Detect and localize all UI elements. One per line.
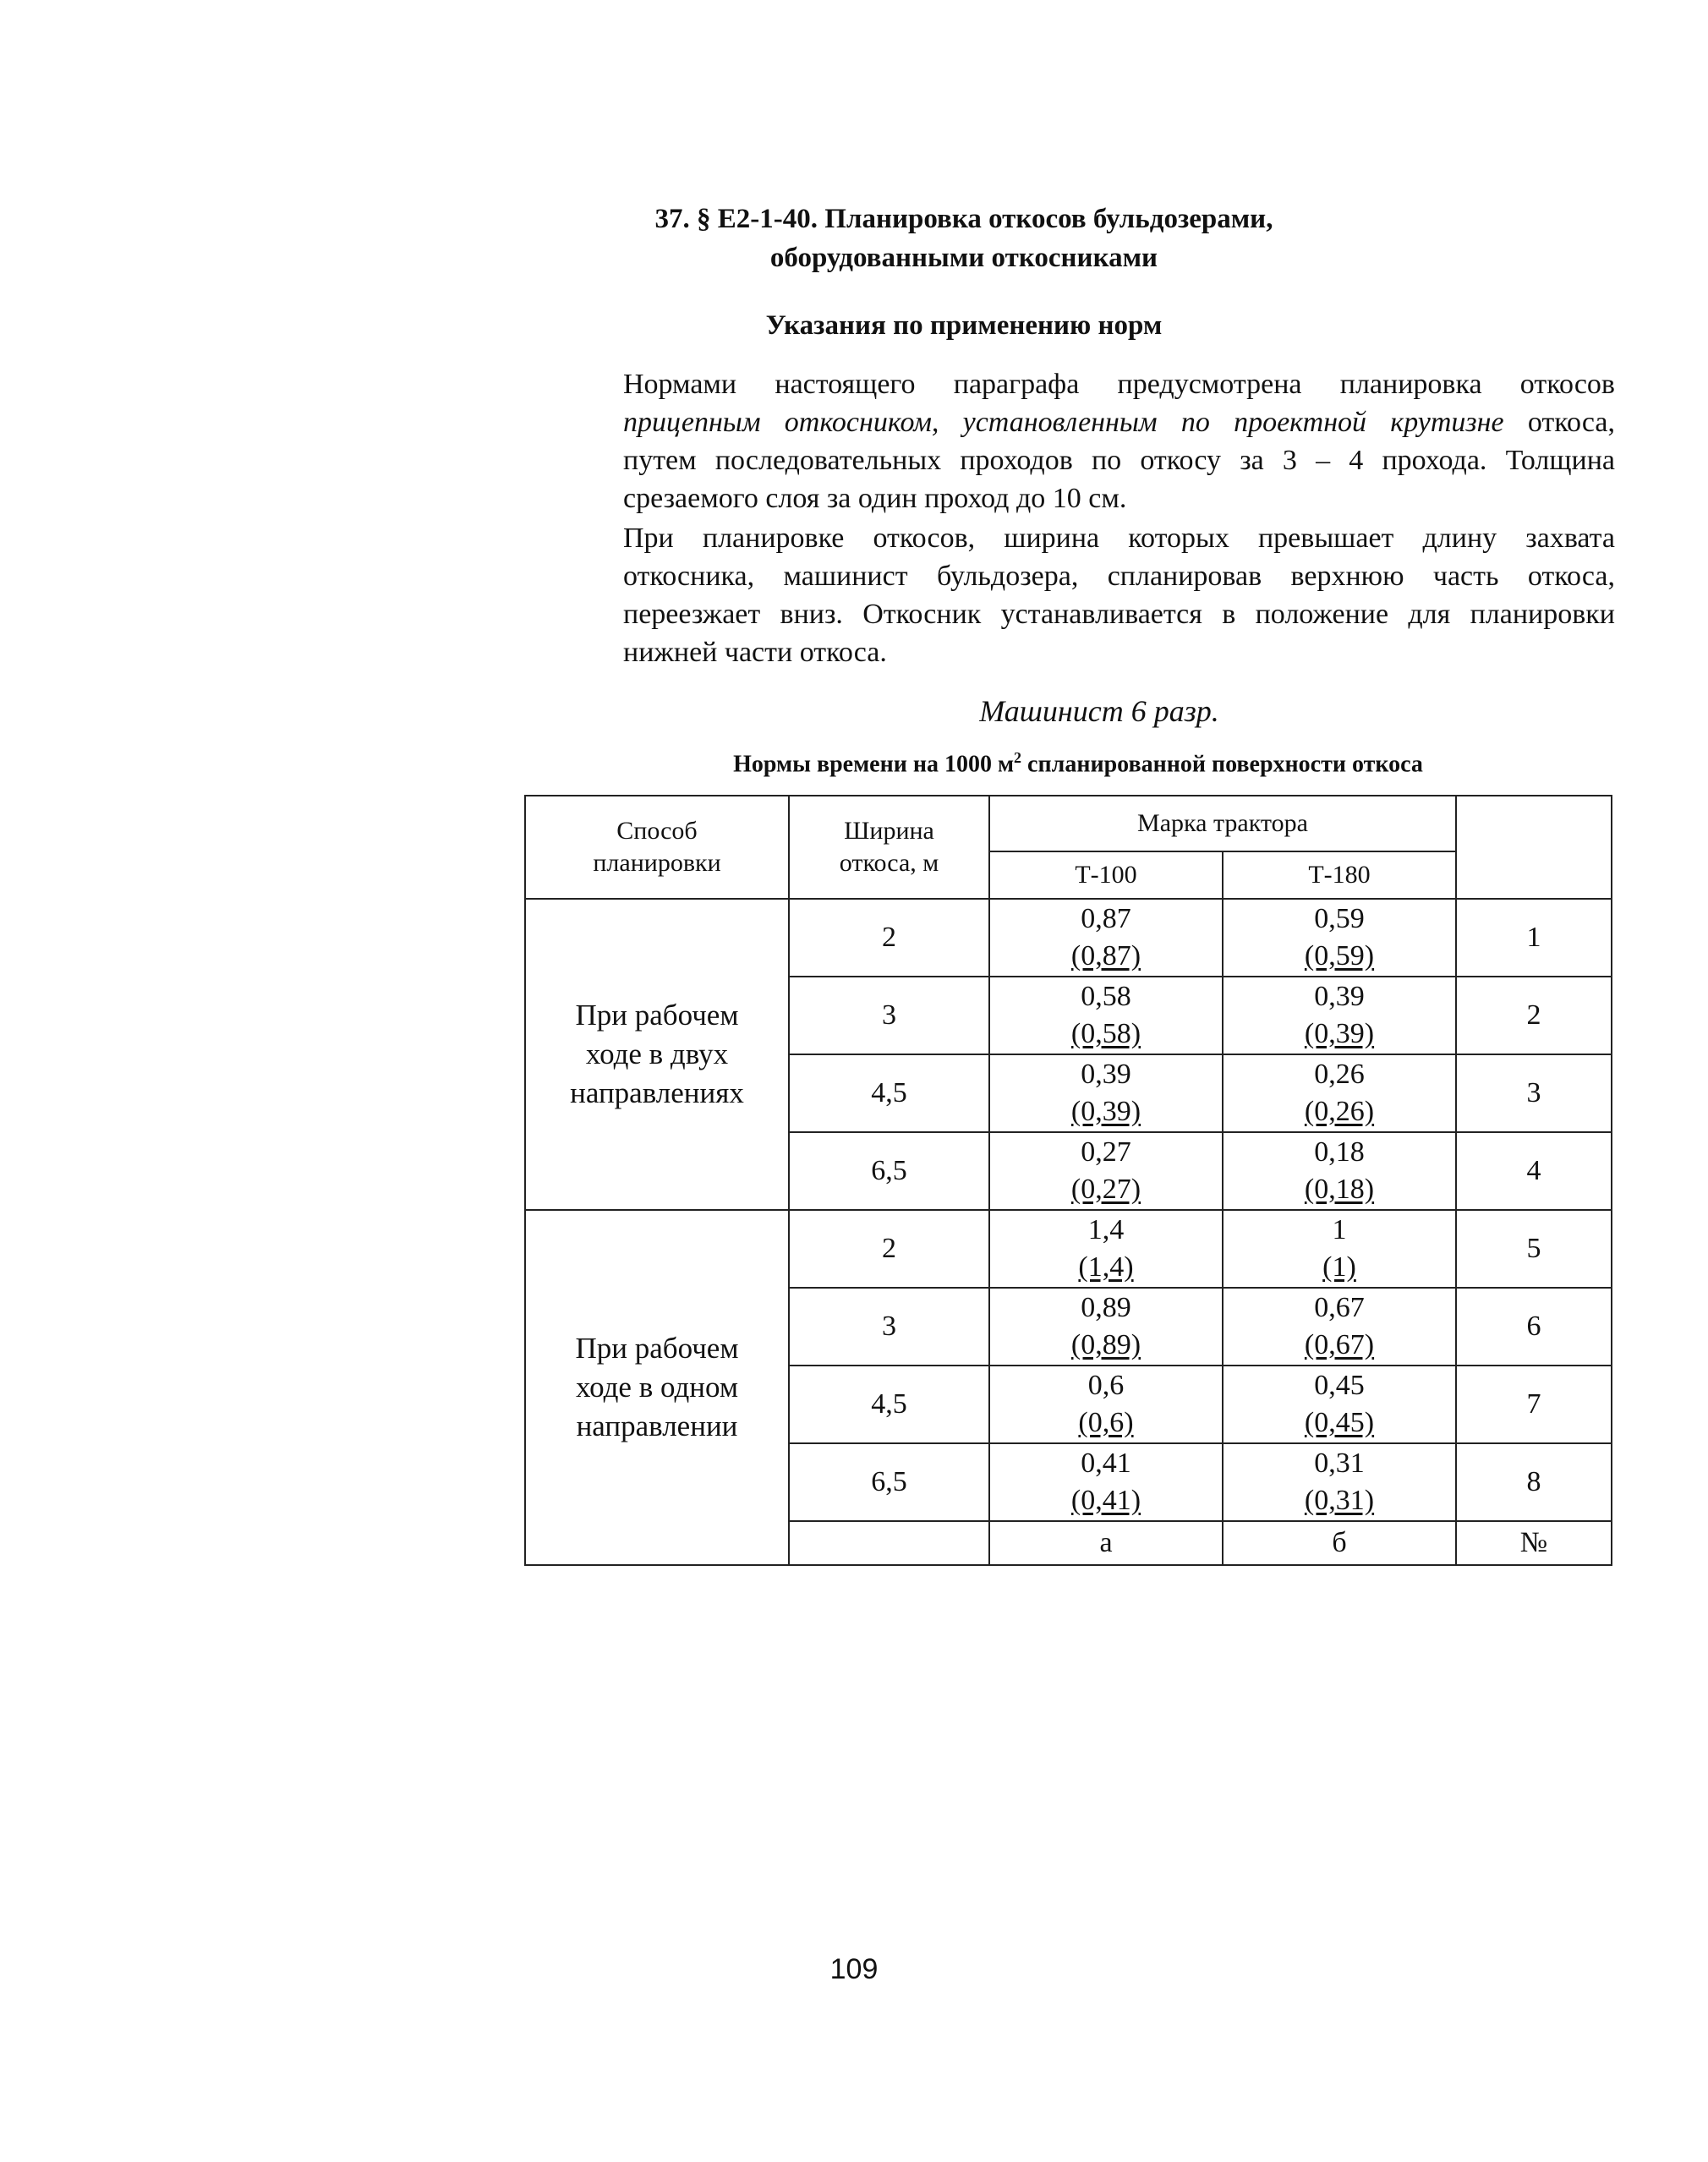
header-t100: Т-100: [989, 851, 1223, 899]
t100-cell: 0,87 (0,87): [989, 899, 1223, 977]
section-title-line1: 37. § Е2-1-40. Планировка откосов бульдозерами,: [654, 204, 1273, 234]
width-cell: 3: [789, 977, 989, 1054]
header-method: Способ планировки: [525, 796, 789, 899]
row-number-cell: 7: [1456, 1366, 1612, 1443]
method-group-cell: При рабочем ходе в двух направлениях: [525, 899, 789, 1210]
footer-b: б: [1223, 1521, 1456, 1565]
paragraph-2-line1: При планировке откосов, ширина которых превышает длину захвата: [623, 523, 1615, 554]
norms-table: [524, 795, 1612, 1566]
t100-cell: 0,41 (0,41): [989, 1443, 1223, 1521]
table-row: [525, 1210, 1612, 1288]
row-number-cell: 8: [1456, 1443, 1612, 1521]
row-number-cell: 6: [1456, 1288, 1612, 1366]
header-t180: Т-180: [1223, 851, 1456, 899]
row-number-cell: 1: [1456, 899, 1612, 977]
t100-cell: 0,58 (0,58): [989, 977, 1223, 1054]
width-cell: 4,5: [789, 1054, 989, 1132]
footer-blank: [789, 1521, 989, 1565]
width-cell: 4,5: [789, 1366, 989, 1443]
row-number-cell: 2: [1456, 977, 1612, 1054]
t100-cell: 0,89 (0,89): [989, 1288, 1223, 1366]
width-cell: 2: [789, 1210, 989, 1288]
footer-a: а: [989, 1521, 1223, 1565]
t100-cell: 0,27 (0,27): [989, 1132, 1223, 1210]
t180-cell: 0,67 (0,67): [1223, 1288, 1456, 1366]
page-number: 109: [829, 1953, 879, 1985]
section-title-line2: оборудованными откосниками: [769, 243, 1158, 273]
row-number-cell: 5: [1456, 1210, 1612, 1288]
t180-cell: 0,26 (0,26): [1223, 1054, 1456, 1132]
paragraph-1-line1: Нормами настоящего параграфа предусмотрена планировка откосов: [623, 369, 1615, 400]
width-cell: 6,5: [789, 1443, 989, 1521]
paragraph-2-line3: переезжает вниз. Откосник устанавливается в положение для планировки: [623, 599, 1615, 630]
t180-cell: 1 (1): [1223, 1210, 1456, 1288]
section-subtitle: Указания по применению норм: [765, 310, 1163, 341]
t100-cell: 0,6 (0,6): [989, 1366, 1223, 1443]
worker-grade: Машинист 6 разр.: [979, 694, 1219, 728]
paragraph-1-italic: прицепным откосником, установленным по проектной крутизне: [623, 407, 1504, 438]
paragraph-2-line4: нижней части откоса.: [623, 637, 887, 668]
width-cell: 3: [789, 1288, 989, 1366]
header-blank: [1456, 796, 1612, 899]
width-cell: 2: [789, 899, 989, 977]
t180-cell: 0,39 (0,39): [1223, 977, 1456, 1054]
footer-no: №: [1456, 1521, 1612, 1565]
t100-cell: 1,4 (1,4): [989, 1210, 1223, 1288]
t180-cell: 0,31 (0,31): [1223, 1443, 1456, 1521]
paragraph-2-line2: откосника, машинист бульдозера, спланировав верхнюю часть откоса,: [623, 561, 1615, 592]
table-row: [525, 899, 1612, 977]
t180-cell: 0,59 (0,59): [1223, 899, 1456, 977]
paragraph-1-line2: прицепным откосником, установленным по проектной крутизне откоса,: [623, 407, 1616, 438]
method-group-cell: При рабочем ходе в одном направлении: [525, 1210, 789, 1565]
row-number-cell: 4: [1456, 1132, 1612, 1210]
t180-cell: 0,18 (0,18): [1223, 1132, 1456, 1210]
paragraph-2: [541, 519, 1615, 671]
t100-cell: 0,39 (0,39): [989, 1054, 1223, 1132]
row-number-cell: 3: [1456, 1054, 1612, 1132]
paragraph-1-line3: путем последовательных проходов по откосу за 3 – 4 прохода. Толщина: [623, 445, 1615, 476]
header-width: Ширина откоса, м: [789, 796, 989, 899]
table-caption: Нормы времени на 1000 $м^2$ спланированной поверхности откоса: [733, 749, 1423, 778]
header-tractor: Марка трактора: [989, 796, 1456, 851]
paragraph-1: [541, 365, 1615, 517]
paragraph-1-line4: срезаемого слоя за один проход до 10 см.: [623, 483, 1127, 514]
t180-cell: 0,45 (0,45): [1223, 1366, 1456, 1443]
width-cell: 6,5: [789, 1132, 989, 1210]
